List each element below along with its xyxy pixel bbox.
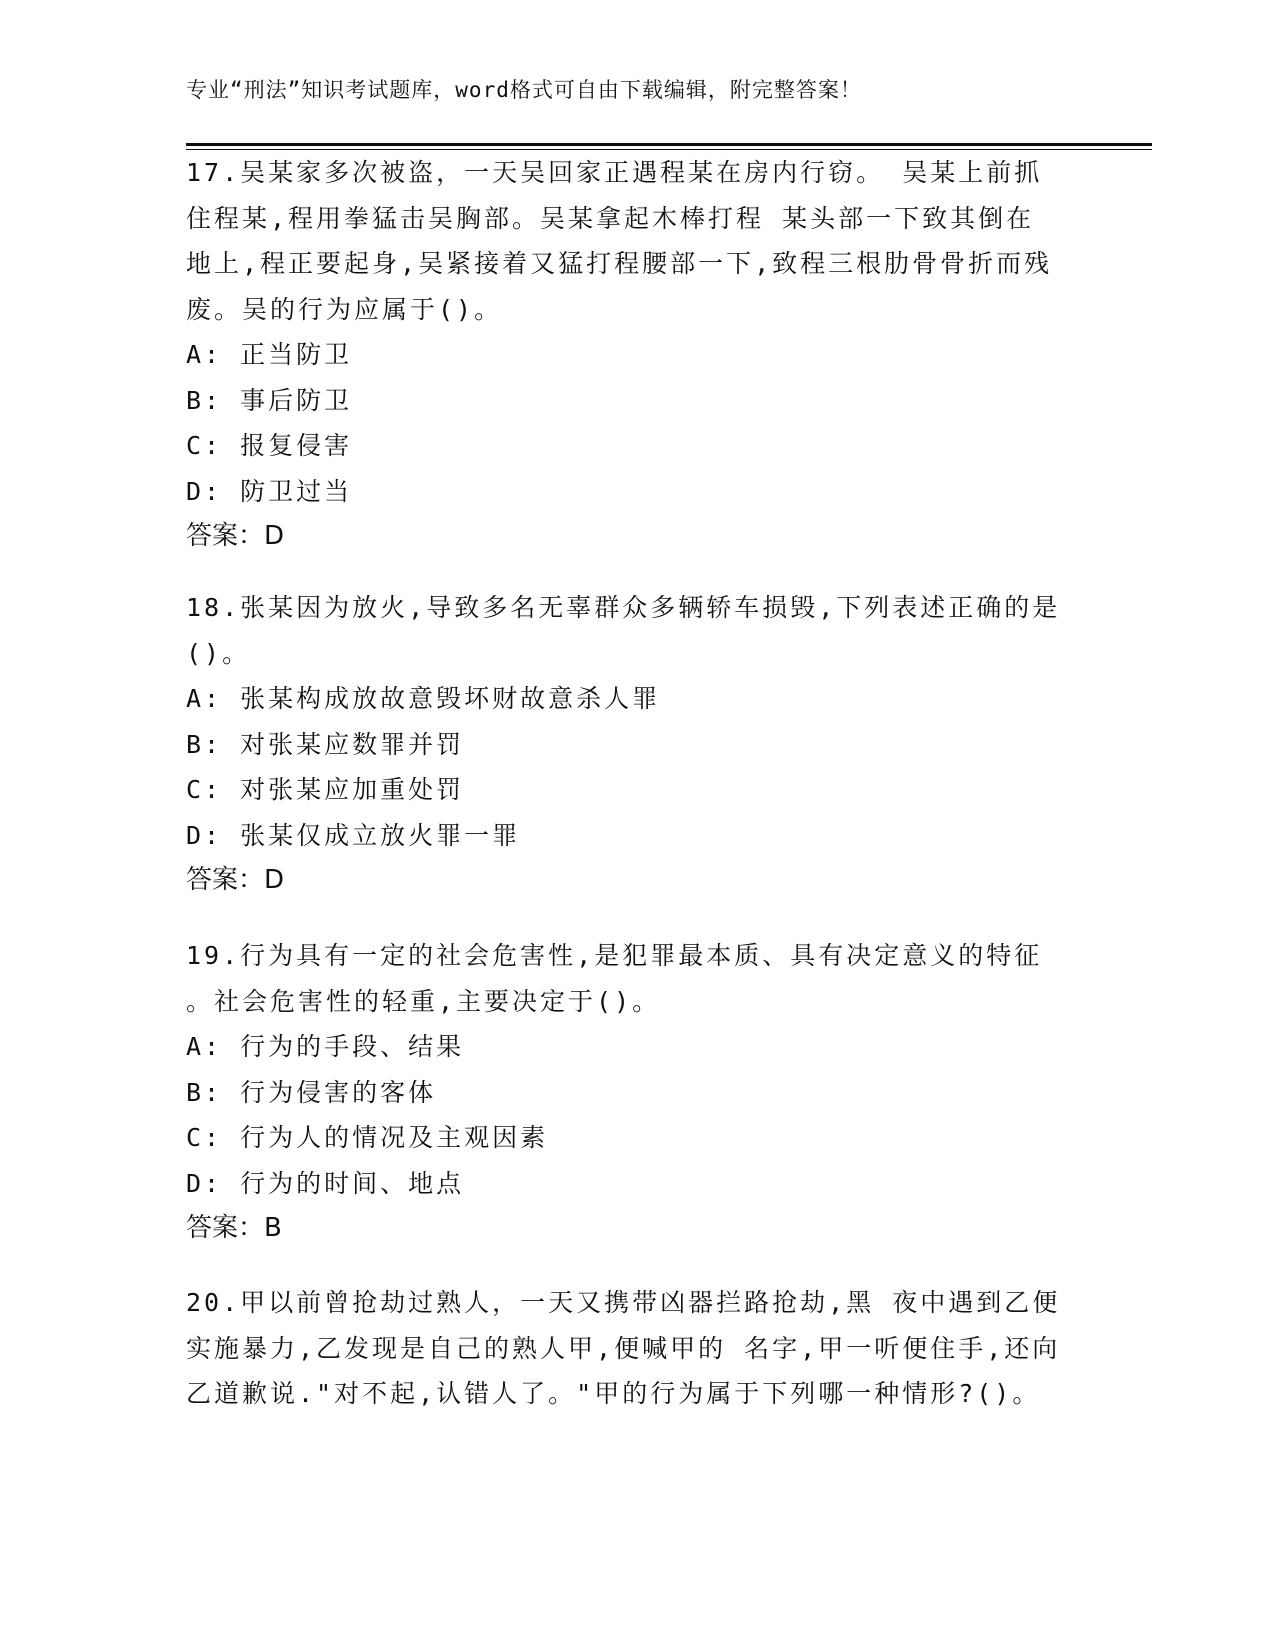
option-d: D: 防卫过当: [186, 476, 353, 506]
option-d: D: 行为的时间、地点: [186, 1168, 465, 1198]
page-header: 专业“刑法”知识考试题库，word格式可自由下载编辑，附完整答案！: [186, 78, 862, 102]
question-stem-line: 废。吴的行为应属于()。: [186, 294, 503, 324]
question-stem-line: 住程某,程用拳猛击吴胸部。吴某拿起木棒打程 某头部一下致其倒在: [186, 203, 1035, 233]
question-stem-line: 18.张某因为放火,导致多名无辜群众多辆轿车损毁,下列表述正确的是: [186, 593, 1061, 622]
answer-label: 答案：D: [186, 865, 285, 895]
option-d: D: 张某仅成立放火罪一罪: [186, 820, 521, 850]
question-stem-line: 19.行为具有一定的社会危害性,是犯罪最本质、具有决定意义的特征: [186, 941, 1043, 970]
question-17: [186, 150, 1086, 560]
question-stem-line: 实施暴力,乙发现是自己的熟人甲,便喊甲的 名字,甲一听便住手,还向: [186, 1333, 1061, 1363]
question-19: [186, 933, 1086, 1252]
option-a: A: 张某构成放故意毁坏财故意杀人罪: [186, 684, 661, 713]
question-20: [186, 1280, 1086, 1417]
question-stem-line: 20.甲以前曾抢劫过熟人，一天又携带凶器拦路抢劫,黑 夜中遇到乙便: [186, 1288, 1061, 1317]
option-a: A: 行为的手段、结果: [186, 1032, 465, 1061]
question-stem-line: 乙道歉说."对不起,认错人了。"甲的行为属于下列哪一种情形?()。: [186, 1379, 1041, 1408]
option-c: C: 报复侵害: [186, 431, 353, 460]
option-a: A: 正当防卫: [186, 340, 353, 369]
question-stem-line: 17.吴某家多次被盗，一天吴回家正遇程某在房内行窃。 吴某上前抓: [186, 158, 1043, 187]
header-divider-thick: [186, 143, 1152, 146]
question-18: [186, 585, 1086, 904]
option-c: C: 对张某应加重处罚: [186, 775, 465, 804]
answer-label: 答案：D: [186, 521, 285, 551]
option-b: B: 行为侵害的客体: [186, 1077, 437, 1107]
question-stem-line: 地上,程正要起身,吴紧接着又猛打程腰部一下,致程三根肋骨骨折而残: [186, 249, 1053, 278]
answer-label: 答案：B: [186, 1213, 282, 1243]
option-b: B: 事后防卫: [186, 385, 353, 415]
option-b: B: 对张某应数罪并罚: [186, 729, 465, 759]
question-stem-line: 。社会危害性的轻重,主要决定于()。: [186, 986, 661, 1016]
question-stem-line: ()。: [186, 638, 251, 668]
option-c: C: 行为人的情况及主观因素: [186, 1123, 549, 1152]
